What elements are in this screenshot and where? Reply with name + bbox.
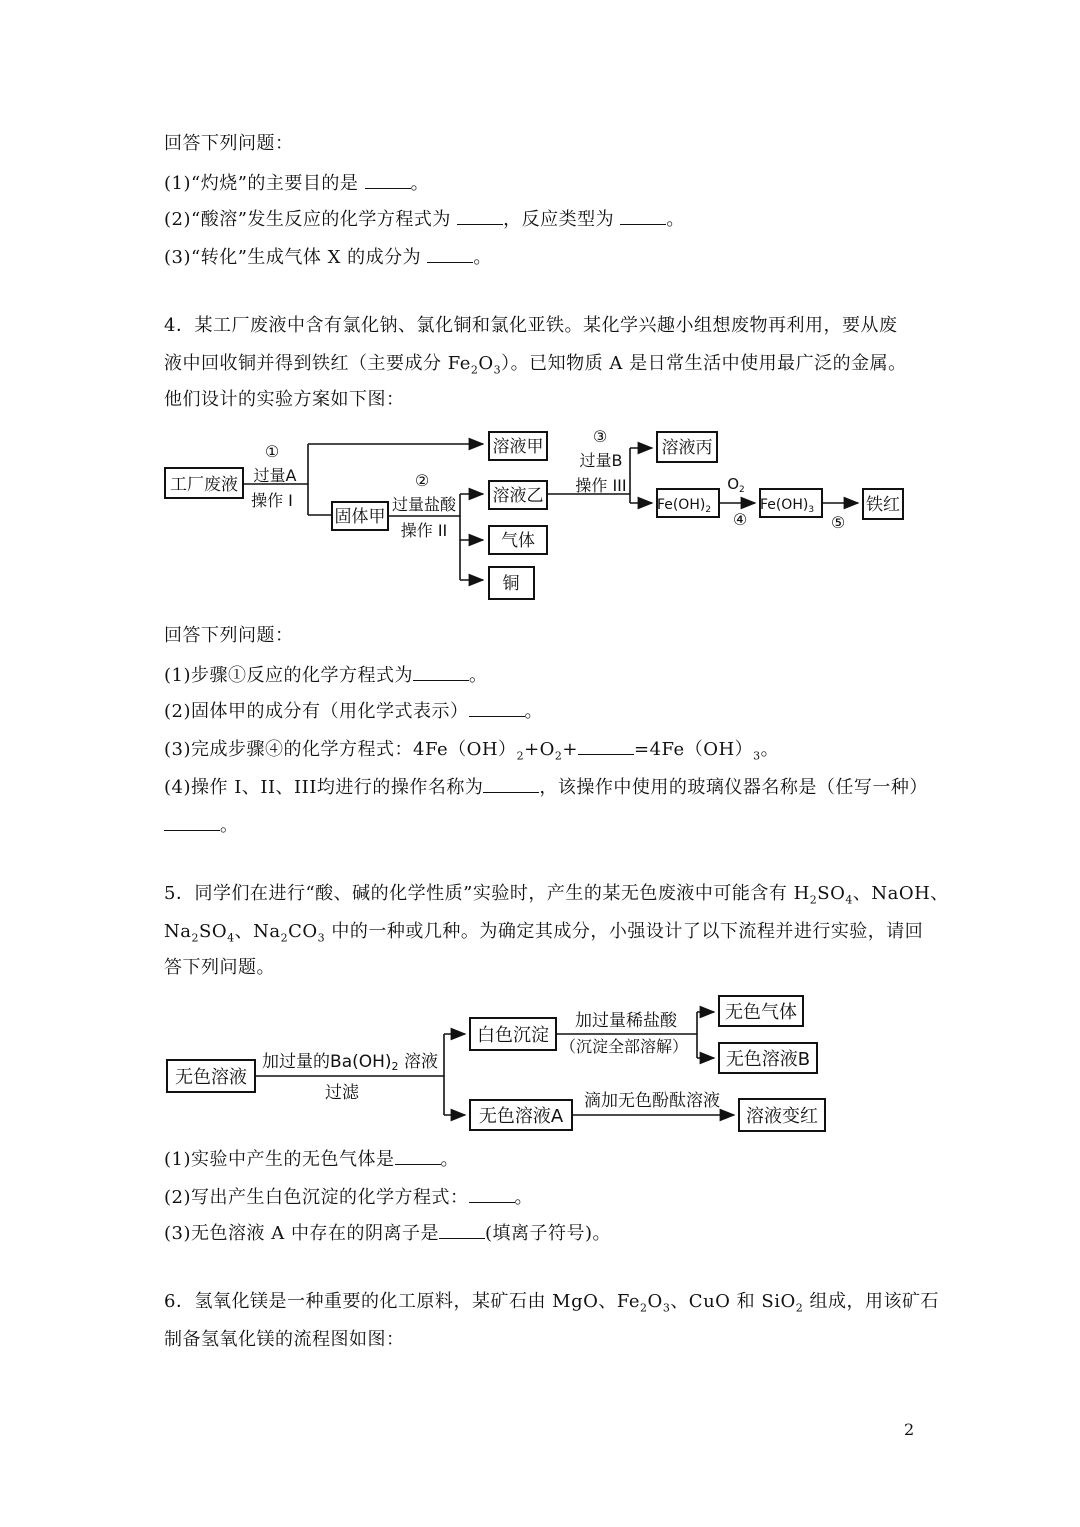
q5-stem-line1: 5．同学们在进行“酸、碱的化学性质”实验时，产生的某无色废液中可能含有 $H_2SO_4$、NaOH、: [164, 883, 949, 907]
step2-operation: 操作 II: [400, 521, 448, 540]
q5-part1: (1)实验中产生的无色气体是 。: [164, 1146, 459, 1172]
q4-part4: (4)操作 I、II、III均进行的操作名称为 ，该操作中使用的玻璃仪器名称是（任写一种）: [164, 774, 928, 800]
label-solution-b: 无色溶液B: [725, 1049, 811, 1070]
step5-number: ⑤: [830, 513, 846, 532]
step3-reagent: 过量B: [579, 451, 623, 470]
step2-reagent: 过量盐酸: [391, 495, 457, 514]
label-precipitate-dissolves: （沉淀全部溶解）: [559, 1037, 689, 1056]
q6-stem-line1: 6．氢氧化镁是一种重要的化工原料，某矿石由 MgO、$Fe_2O_3$、CuO 和 SiO$_2$ 组成，用该矿石: [164, 1291, 939, 1315]
answer-blank[interactable]: [413, 662, 469, 681]
label-start: 工厂废液: [170, 475, 238, 495]
label-add-hcl: 加过量稀盐酸: [575, 1011, 677, 1031]
step1-operation: 操作 I: [251, 491, 293, 510]
answer-blank[interactable]: [469, 698, 525, 717]
q4-part1: (1)步骤①反应的化学方程式为 。: [164, 662, 488, 688]
label-o2: $O_2$: [727, 475, 745, 495]
q4-stem-line1: 4．某工厂废液中含有氯化钠、氯化铜和氯化亚铁。某化学兴趣小组想废物再利用，要从废: [164, 315, 898, 336]
label-feoh2: $Fe(OH)_2$: [656, 497, 712, 515]
label-sol-bing: 溶液丙: [661, 438, 713, 458]
q4-part2: (2)固体甲的成分有（用化学式表示） 。: [164, 698, 543, 724]
step1-number: ①: [264, 442, 280, 461]
q3-part1: (1)“灼烧”的主要目的是 。: [164, 170, 429, 196]
label-feoh3: $Fe(OH)_3$: [759, 497, 815, 515]
q4-flow-diagram: [0, 0, 1080, 620]
q5-flow-diagram: [0, 980, 1080, 1140]
q4-intro: 回答下列问题：: [164, 625, 294, 646]
answer-blank[interactable]: [439, 1220, 485, 1239]
label-solution-a: 无色溶液A: [478, 1106, 564, 1127]
label-reagent-baoh2: 加过量的Ba(OH)2 溶液: [262, 1052, 438, 1073]
answer-blank[interactable]: [164, 812, 220, 831]
step3-number: ③: [592, 427, 608, 446]
q4-part4-cont: 。: [164, 812, 239, 838]
q4-part3: (3)完成步骤④的化学方程式：$4Fe(OH)_2+O_2+ =4Fe(OH)_3$。: [164, 736, 779, 769]
label-sol-jia: 溶液甲: [492, 437, 544, 457]
label-add-phenolphthalein: 滴加无色酚酞溶液: [584, 1091, 720, 1111]
label-copper: 铜: [502, 574, 520, 594]
q3-intro: 回答下列问题：: [164, 133, 294, 154]
q3-part2: (2)“酸溶”发生反应的化学方程式为 ，反应类型为 。: [164, 206, 685, 232]
answer-blank[interactable]: [395, 1146, 441, 1165]
page-number: 2: [904, 1420, 915, 1439]
q5-part2: (2)写出产生白色沉淀的化学方程式： 。: [164, 1184, 533, 1210]
label-colorless-solution: 无色溶液: [175, 1067, 247, 1088]
q6-stem-line2: 制备氢氧化镁的流程图如图：: [164, 1329, 405, 1350]
q5-stem-line3: 答下列问题。: [164, 957, 275, 978]
label-solid-jia: 固体甲: [334, 507, 386, 527]
label-filter: 过滤: [325, 1083, 359, 1103]
answer-blank[interactable]: [469, 1184, 515, 1203]
label-colorless-gas: 无色气体: [725, 1002, 797, 1023]
label-white-precipitate: 白色沉淀: [477, 1025, 549, 1046]
step3-operation: 操作 III: [575, 476, 627, 495]
label-sol-yi: 溶液乙: [492, 486, 544, 506]
label-gas: 气体: [501, 531, 535, 551]
step4-number: ④: [732, 510, 748, 529]
q4-stem-line2: 液中回收铜并得到铁红（主要成分 $Fe_2O_3$）。已知物质 A 是日常生活中使用最广泛的金属。: [164, 353, 907, 377]
label-tiehong: 铁红: [866, 495, 900, 515]
q5-stem-line2: $Na_2SO_4$、$Na_2CO_3$ 中的一种或几种。为确定其成分，小强设计了以下流程并进行实验，请回: [164, 921, 924, 945]
label-turns-red: 溶液变红: [746, 1106, 818, 1127]
q3-part3: (3)“转化”生成气体 X 的成分为 。: [164, 244, 492, 270]
step1-reagent: 过量A: [253, 466, 297, 485]
step2-number: ②: [414, 471, 430, 490]
answer-blank[interactable]: [483, 774, 539, 793]
answer-blank[interactable]: [578, 736, 634, 755]
q4-stem-line3: 他们设计的实验方案如下图：: [164, 389, 405, 410]
q5-part3: (3)无色溶液 A 中存在的阴离子是 (填离子符号)。: [164, 1220, 611, 1246]
